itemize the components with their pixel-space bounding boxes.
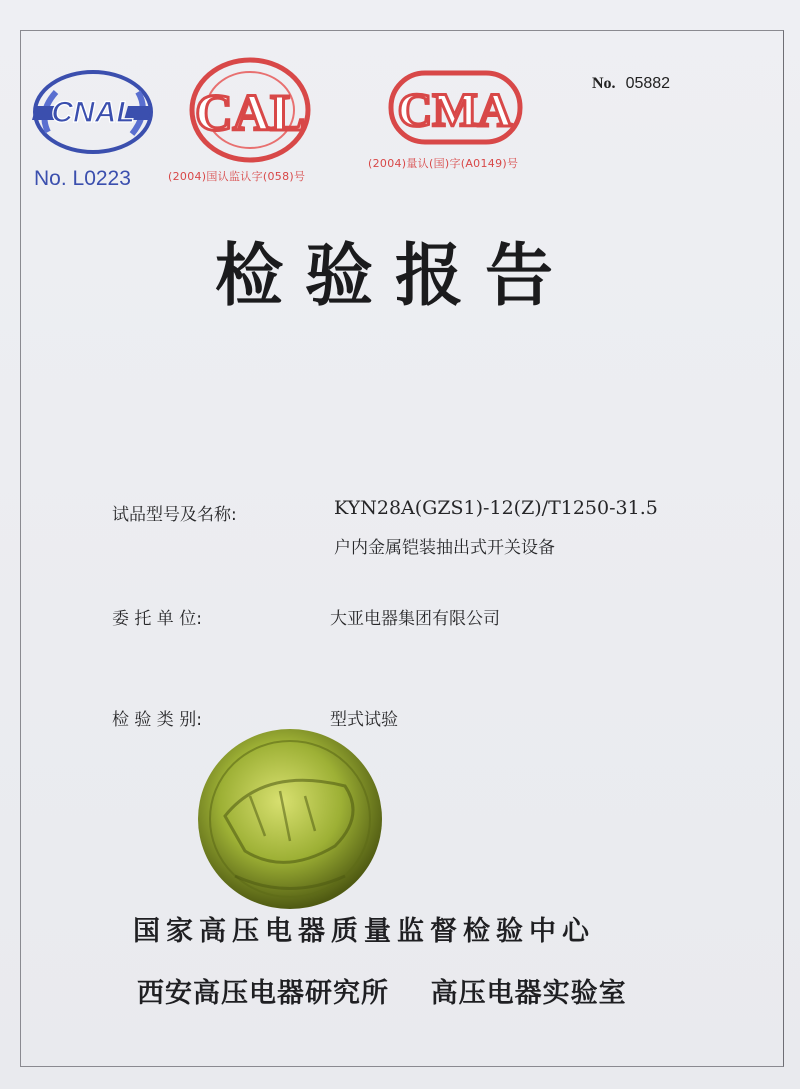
cal-certificate-caption: (2004)国认监认字(058)号	[168, 170, 306, 183]
cnal-logo-icon	[28, 62, 158, 162]
cma-logo-icon	[388, 70, 523, 145]
issuer-center-name: 国家高压电器质量监督检验中心	[133, 916, 595, 947]
svg-text:CAL: CAL	[195, 85, 305, 142]
cnal-accreditation-number: No. L0223	[34, 167, 131, 190]
cma-certificate-caption: (2004)量认(国)字(A0149)号	[368, 157, 519, 170]
gold-seal-icon	[195, 726, 385, 912]
model-value-line2: 户内金属铠装抽出式开关设备	[334, 538, 555, 558]
client-label: 委 托 单 位:	[112, 609, 202, 629]
client-value: 大亚电器集团有限公司	[330, 609, 500, 629]
svg-text:CMA: CMA	[397, 84, 513, 137]
test-type-label: 检 验 类 别:	[112, 710, 202, 730]
document-number-value: 05882	[625, 75, 671, 92]
model-label: 试品型号及名称:	[112, 505, 237, 525]
page-title: 检验报告	[215, 237, 576, 316]
model-value-line1: KYN28A(GZS1)-12(Z)/T1250-31.5	[334, 497, 658, 519]
test-type-value: 型式试验	[330, 710, 398, 730]
cal-logo-icon	[188, 54, 313, 166]
document-number-label: No.	[592, 75, 616, 92]
issuer-institute-name: 西安高压电器研究所 高压电器实验室	[137, 978, 627, 1009]
svg-text:CNAL: CNAL	[51, 96, 135, 129]
document-number	[592, 75, 670, 93]
